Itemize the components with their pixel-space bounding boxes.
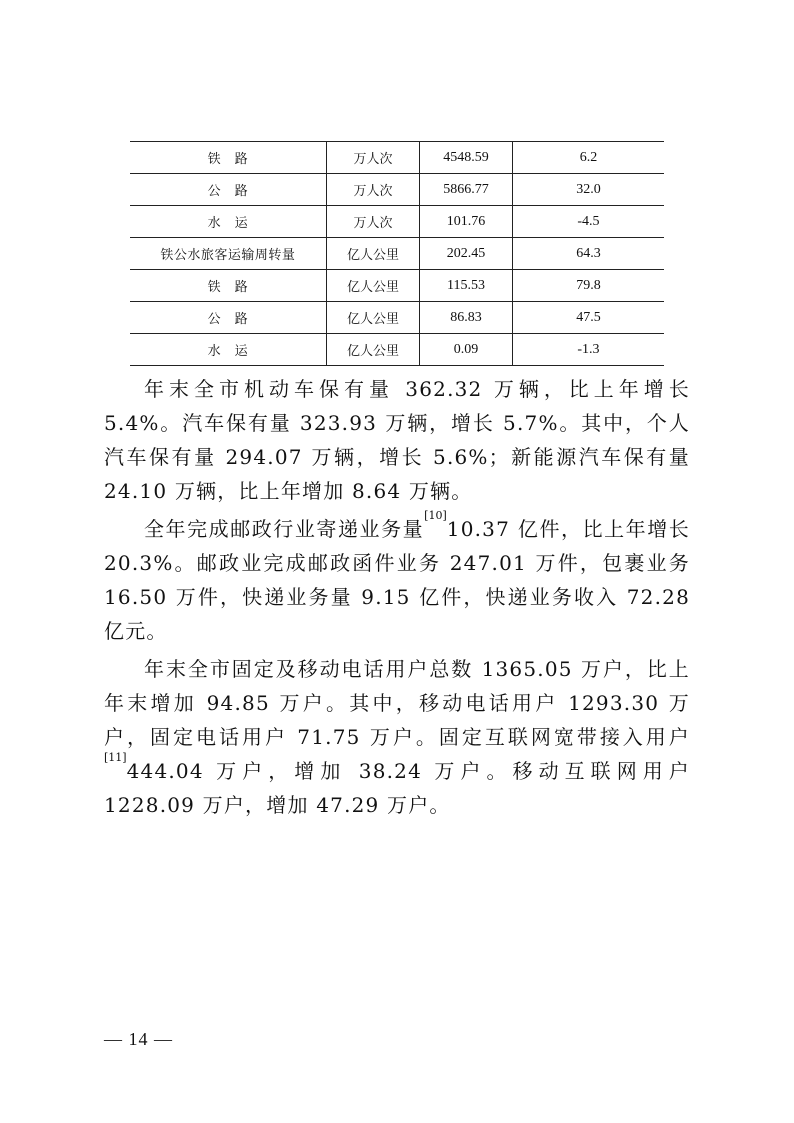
item-cell: 铁公水旅客运输周转量: [130, 238, 326, 270]
unit-cell: 亿人公里: [326, 238, 419, 270]
item-cell: 公 路: [130, 174, 326, 206]
telecom-text-end: 444.04 万户，增加 38.24 万户。移动互联网用户 1228.09 万户，增加 47.29 万户。: [104, 759, 690, 817]
unit-cell: 亿人公里: [326, 270, 419, 302]
value-cell: 0.09: [420, 334, 513, 366]
body-text: [104, 372, 690, 822]
table-row: [130, 206, 664, 238]
item-cell: 水 运: [130, 206, 326, 238]
item-cell: 铁 路: [130, 270, 326, 302]
table-row: [130, 238, 664, 270]
table-row: [130, 270, 664, 302]
item-cell: 公 路: [130, 302, 326, 334]
growth-cell: 6.2: [512, 142, 664, 174]
item-cell: 铁 路: [130, 142, 326, 174]
postal-text-end: 10.37 亿件，比上年增长 20.3%。邮政业完成邮政函件业务 247.01 万件，包裹业务 16.50 万件，快递业务量 9.15 亿件，快递业务收入 72.28 亿元。: [104, 517, 690, 643]
unit-cell: 万人次: [326, 174, 419, 206]
paragraph-vehicles: 年末全市机动车保有量 362.32 万辆，比上年增长 5.4%。汽车保有量 323.93 万辆，增长 5.7%。其中，个人汽车保有量 294.07 万辆，增长 5.6%；新能源汽车保有量 24.10 万辆，比上年增加 8.64 万辆。: [104, 377, 690, 503]
growth-cell: 64.3: [512, 238, 664, 270]
unit-cell: 万人次: [326, 142, 419, 174]
page-number: — 14 —: [104, 1029, 173, 1049]
value-cell: 202.45: [420, 238, 513, 270]
unit-cell: 万人次: [326, 206, 419, 238]
unit-cell: 亿人公里: [326, 334, 419, 366]
item-cell: 水 运: [130, 334, 326, 366]
table-row: [130, 174, 664, 206]
growth-cell: -4.5: [512, 206, 664, 238]
growth-cell: 79.8: [512, 270, 664, 302]
footnote-ref-10: [10]: [424, 509, 447, 522]
value-cell: 5866.77: [420, 174, 513, 206]
value-cell: 115.53: [420, 270, 513, 302]
value-cell: 86.83: [420, 302, 513, 334]
telecom-text-start: 年末全市固定及移动电话用户总数 1365.05 万户，比上年末增加 94.85 万户。其中，移动电话用户 1293.30 万户，固定电话用户 71.75 万户。固定互联网宽带接入用户: [104, 657, 690, 749]
value-cell: 101.76: [420, 206, 513, 238]
passenger-transport-table: [130, 141, 664, 366]
growth-cell: -1.3: [512, 334, 664, 366]
value-cell: 4548.59: [420, 142, 513, 174]
unit-cell: 亿人公里: [326, 302, 419, 334]
postal-text-start: 全年完成邮政行业寄递业务量: [144, 517, 425, 541]
table-row: [130, 334, 664, 366]
growth-cell: 32.0: [512, 174, 664, 206]
paragraph-telecom: [104, 652, 690, 822]
growth-cell: 47.5: [512, 302, 664, 334]
footnote-ref-11: [11]: [104, 751, 127, 764]
paragraph-postal: [104, 509, 690, 648]
table-row: [130, 302, 664, 334]
table-row: [130, 142, 664, 174]
